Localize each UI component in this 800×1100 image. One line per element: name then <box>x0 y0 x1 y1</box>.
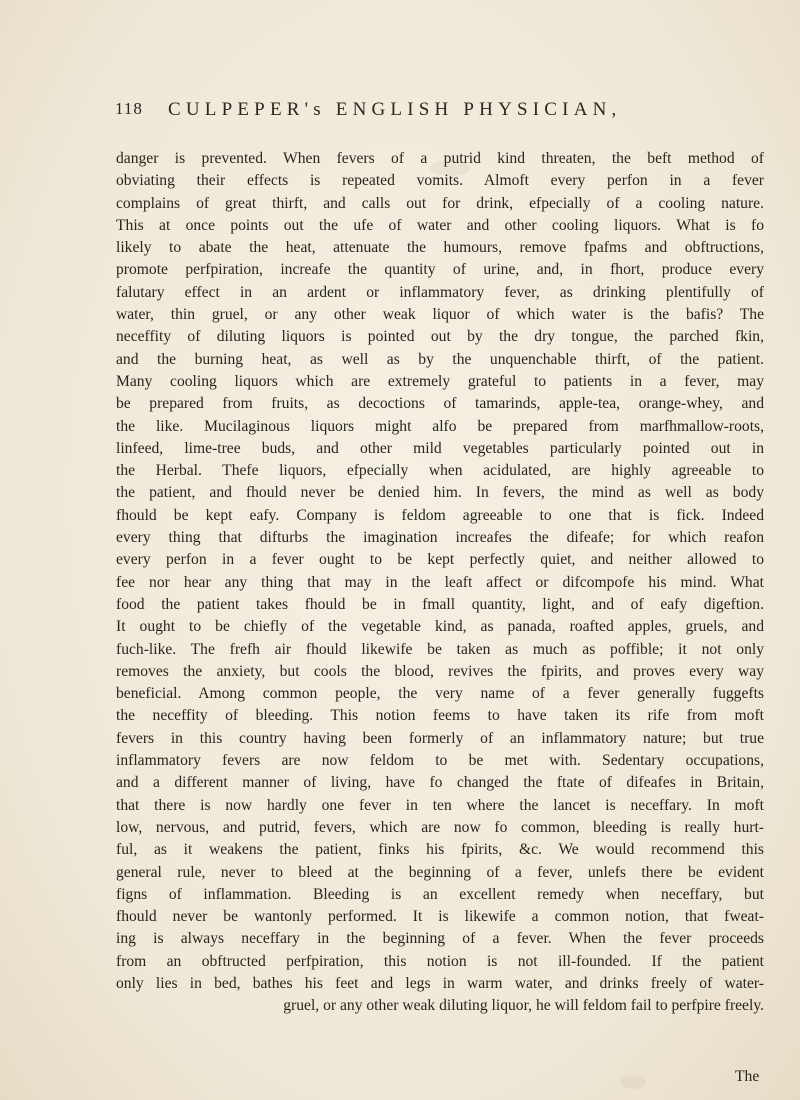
text-line: gruel, or any other weak diluting liquor, he will feldom fail to perfpire freely. <box>283 997 764 1015</box>
text-line: every thing that difturbs the imagination increafes the difeafe; for which reafon <box>116 529 764 547</box>
text-line: removes the anxiety, but cools the blood, revives the fpirits, and proves every way <box>116 662 764 680</box>
text-line: and the burning heat, as well as by the unquenchable thirft, of the patient. <box>116 350 764 368</box>
text-line: ing is always neceffary in the beginning of a fever. When the fever proceeds <box>116 930 764 948</box>
text-line: promote perfpiration, increafe the quantity of urine, and, in fhort, produce every <box>116 261 764 279</box>
text-line: every perfon in a fever ought to be kept perfectly quiet, and neither allowed to <box>116 551 764 569</box>
text-line: falutary effect in an ardent or inflammatory fever, as drinking plentifully of <box>116 283 764 301</box>
text-line: likely to abate the heat, attenuate the humours, remove fpafms and obftructions, <box>116 239 764 257</box>
text-line: from an obftructed perfpiration, this notion is not ill-founded. If the patient <box>116 952 764 970</box>
text-line: beneficial. Among common people, the very name of a fever generally fuggefts <box>116 685 764 703</box>
text-line: the like. Mucilaginous liquors might alfo be prepared from marfhmallow-roots, <box>116 417 764 435</box>
text-line: linfeed, lime-tree buds, and other mild vegetables particularly pointed out in <box>116 439 764 457</box>
text-line: the neceffity of bleeding. This notion feems to have taken its rife from moft <box>116 707 764 725</box>
text-line: Many cooling liquors which are extremely grateful to patients in a fever, may <box>116 372 764 390</box>
text-line: low, nervous, and putrid, fevers, which are now fo common, bleeding is really hurt- <box>116 818 764 836</box>
text-line: fhould never be wantonly performed. It is likewife a common notion, that fweat- <box>116 908 764 926</box>
text-line: This at once points out the ufe of water and other cooling liquors. What is fo <box>116 216 764 234</box>
text-line: ful, as it weakens the patient, finks his fpirits, &c. We would recommend this <box>116 841 764 859</box>
running-title: CULPEPER's ENGLISH PHYSICIAN, <box>168 99 622 120</box>
text-line: food the patient takes fhould be in fmall quantity, light, and of eafy digeftion. <box>116 595 764 613</box>
text-line: fee nor hear any thing that may in the leaft affect or difcompofe his mind. What <box>116 573 764 591</box>
body-text <box>116 148 764 1018</box>
text-line: complains of great thirft, and calls out for drink, efpecially of a cooling nature. <box>116 194 764 212</box>
text-line: danger is prevented. When fevers of a putrid kind threaten, the beft method of <box>116 150 764 167</box>
text-line: water, thin gruel, or any other weak liquor of which water is the bafis? The <box>116 306 764 324</box>
paper-stain <box>620 1075 646 1089</box>
text-line: be prepared from fruits, as decoctions of tamarinds, apple-tea, orange-whey, and <box>116 395 764 413</box>
page-number: 118 <box>115 99 143 118</box>
text-line: that there is now hardly one fever in ten where the lancet is neceffary. In moft <box>116 796 764 814</box>
text-line: the patient, and fhould never be denied him. In fevers, the mind as well as body <box>116 484 764 502</box>
text-line: only lies in bed, bathes his feet and legs in warm water, and drinks freely of water- <box>116 974 764 992</box>
text-line: fuch-like. The frefh air fhould likewife be taken as much as poffible; it not only <box>116 640 764 658</box>
text-line: figns of inflammation. Bleeding is an excellent remedy when neceffary, but <box>116 885 764 903</box>
text-line: general rule, never to bleed at the beginning of a fever, unlefs there be evident <box>116 863 764 881</box>
text-line: and a different manner of living, have fo changed the ftate of difeafes in Britain, <box>116 774 764 792</box>
text-line: the Herbal. Thefe liquors, efpecially when acidulated, are highly agreeable to <box>116 462 764 480</box>
catchword: The <box>735 1068 760 1085</box>
text-line: neceffity of diluting liquors is pointed out by the dry tongue, the parched fkin, <box>116 328 764 346</box>
text-line: inflammatory fevers are now feldom to be met with. Sedentary occupations, <box>116 752 764 770</box>
text-line: fevers in this country having been formerly of an inflammatory nature; but true <box>116 729 764 747</box>
text-line: It ought to be chiefly of the vegetable kind, as panada, roafted apples, gruels, and <box>116 618 764 636</box>
text-line: fhould be kept eafy. Company is feldom agreeable to one that is fick. Indeed <box>116 506 764 524</box>
text-line: obviating their effects is repeated vomits. Almoft every perfon in a fever <box>116 172 764 190</box>
